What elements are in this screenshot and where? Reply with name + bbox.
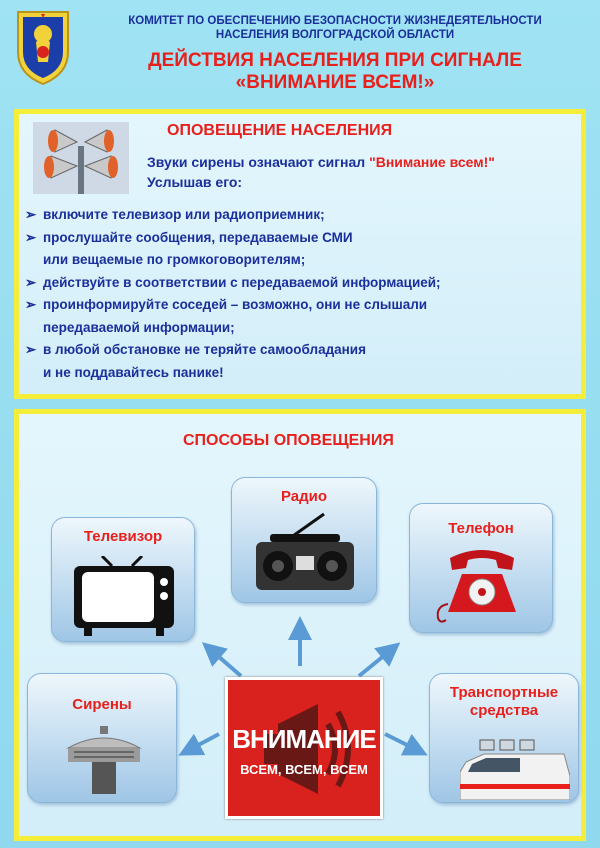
action-list	[25, 204, 581, 384]
method-sirens-label: Сирены	[72, 696, 132, 713]
list-item: ➢ в любой обстановке не теряйте самообладания	[25, 342, 366, 357]
attention-subtext: ВСЕМ, ВСЕМ, ВСЕМ	[240, 762, 368, 777]
method-radio-card	[231, 477, 377, 603]
method-transport-label: Транспортные средства	[449, 684, 559, 719]
loudspeaker-icon	[33, 122, 129, 194]
television-icon	[72, 556, 176, 636]
methods-title: СПОСОБЫ ОПОВЕЩЕНИЯ	[183, 432, 394, 449]
intro-text: Звуки сирены означают сигнал "Внимание всем!" Услышав его:	[147, 154, 495, 190]
method-phone-card	[409, 503, 553, 633]
list-item-continuation: или вещаемые по громкоговорителям;	[43, 252, 306, 267]
list-item: ➢ проинформируйте соседей – возможно, они не слышали	[25, 297, 428, 312]
telephone-icon	[432, 546, 532, 624]
organization-name: КОМИТЕТ ПО ОБЕСПЕЧЕНИЮ БЕЗОПАСНОСТИ ЖИЗНЕДЕЯТЕЛЬНОСТИ НАСЕЛЕНИЯ ВОЛГОГРАДСКОЙ ОБЛАСТИ	[128, 15, 542, 41]
method-tv-label: Телевизор	[83, 528, 163, 545]
radio-icon	[250, 512, 360, 594]
siren-icon	[54, 726, 154, 796]
list-item: ➢ прослушайте сообщения, передаваемые СМИ	[25, 229, 353, 245]
notification-title: ОПОВЕЩЕНИЕ НАСЕЛЕНИЯ	[167, 122, 393, 139]
notification-panel	[14, 109, 586, 399]
list-item-continuation: и не поддавайтесь панике!	[43, 364, 224, 380]
list-item: ➢ включите телевизор или радиоприемник;	[25, 207, 325, 222]
attention-alert-box	[225, 677, 383, 819]
method-tv-card	[51, 517, 195, 642]
method-phone-label: Телефон	[448, 520, 514, 537]
list-item-continuation: передаваемой информации;	[43, 319, 235, 335]
list-item: ➢ действуйте в соответствии с передаваемой информацией;	[25, 274, 441, 290]
method-sirens-card	[27, 673, 177, 803]
methods-panel	[14, 409, 586, 841]
attention-text: ВНИМАНИЕ	[232, 724, 376, 754]
header	[0, 0, 600, 100]
method-transport-card	[429, 673, 579, 803]
method-radio-label: Радио	[280, 488, 328, 505]
vehicle-icon	[460, 732, 570, 800]
page-title: ДЕЙСТВИЯ НАСЕЛЕНИЯ ПРИ СИГНАЛЕ «ВНИМАНИЕ ВСЕМ!»	[148, 50, 522, 93]
emergency-emblem-icon	[12, 8, 74, 86]
